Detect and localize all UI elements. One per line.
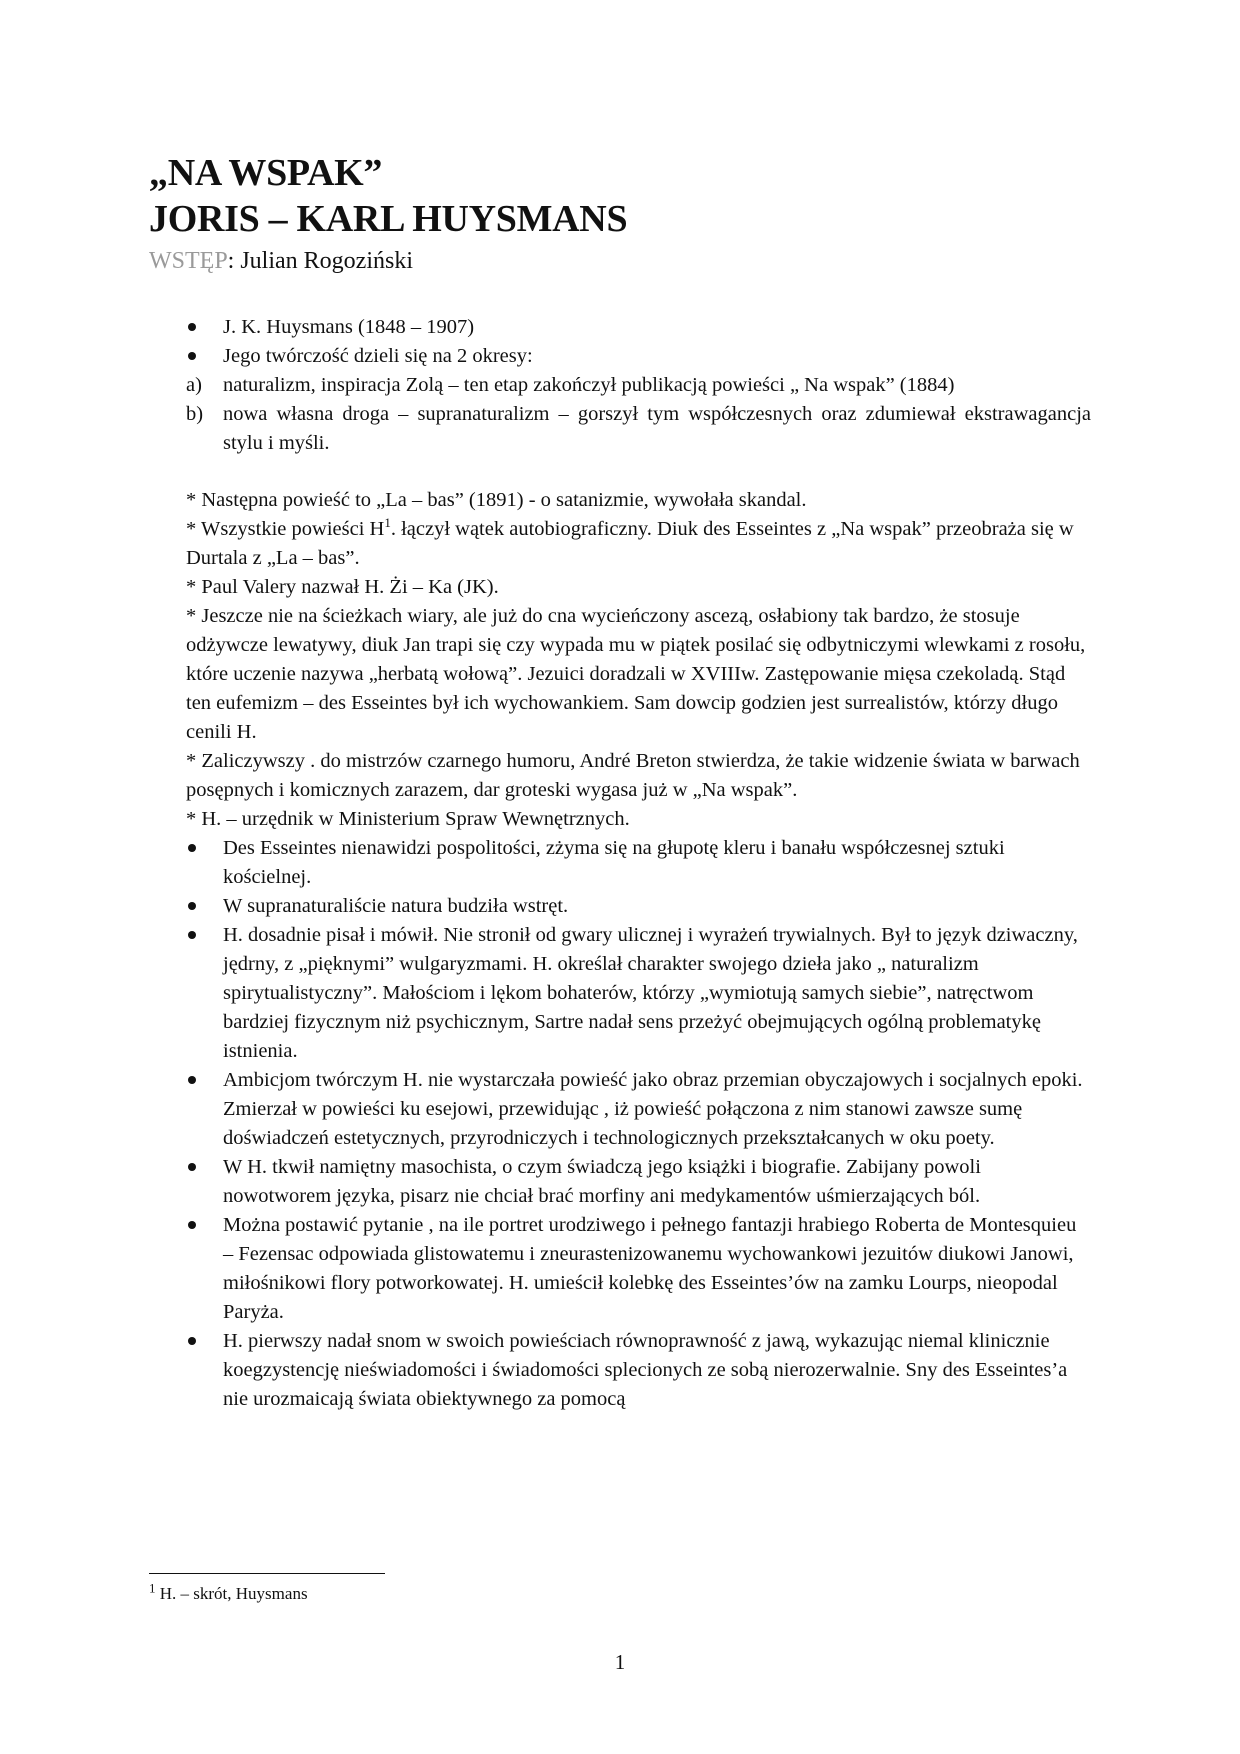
note-paragraph: * H. – urzędnik w Ministerium Spraw Wewnętrznych. — [186, 808, 630, 830]
intro-author: : Julian Rogoziński — [227, 248, 414, 274]
list-item-text: Jego twórczość dzieli się na 2 okresy: — [223, 345, 533, 367]
bullet-icon — [186, 1211, 196, 1240]
footnote — [149, 1580, 308, 1605]
list-item — [186, 1211, 1091, 1327]
note-paragraph: * Paul Valery nazwał H. Żi – Ka (JK). — [186, 576, 499, 598]
list-item — [186, 342, 1091, 371]
list-item — [186, 371, 1091, 400]
list-item — [186, 1153, 1091, 1211]
document-title — [149, 150, 627, 242]
page-number: 1 — [614, 1650, 626, 1674]
footnote-reference[interactable]: 1 — [384, 515, 391, 531]
list-marker: b) — [186, 403, 204, 425]
bullet-icon — [186, 892, 196, 921]
footnote-text: H. – skrót, Huysmans — [155, 1584, 308, 1603]
list-item — [186, 1066, 1091, 1153]
list-item — [186, 1327, 1091, 1414]
bullet-icon — [186, 921, 196, 950]
list-item-text: Można postawić pytanie , na ile portret urodziwego i pełnego fantazji hrabiego Roberta de Montesquieu – Fezensac odpowiada glistowatemu i zneurastenizowanemu wychowankowi jezuitów diukowi Janowi, miłośnikowi flory potworkowatej. H. umieścił kolebkę des Esseintes’ów na zamku Lourps, nieopodal Paryża. — [223, 1214, 1077, 1323]
list-item-text: H. dosadnie pisał i mówił. Nie stronił od gwary ulicznej i wyrażeń trywialnych. Był to język dziwaczny, jędrny, z „pięknymi” wulgaryzmami. H. określał charakter swojego dzieła jako „ naturalizm spirytualistyczny”. Małościom i lękom bohaterów, którzy „wymiotują samych siebie”, natręctwom bardziej fizycznym niż psychicznym, Sartre nadał sens przeżyć obejmujących ogólną problematykę istnienia. — [223, 924, 1078, 1062]
list-item-text: Des Esseintes nienawidzi pospolitości, zżyma się na głupotę kleru i banału współczesnej sztuki kościelnej. — [223, 837, 1005, 888]
intro-label: WSTĘP — [149, 248, 228, 274]
bullet-icon — [186, 342, 196, 371]
bullet-icon — [186, 1153, 196, 1182]
list-item-text: Ambicjom twórczym H. nie wystarczała powieść jako obraz przemian obyczajowych i socjalnych epoki. Zmierzał w powieści ku esejowi, przewidując , iż powieść połączona z nim stanowi zawsze sumę doświadczeń estetycznych, przyrodniczych i technologicznych przekształcanych w oku poety. — [223, 1069, 1083, 1149]
list-item-text: W supranaturaliście natura budziła wstręt. — [223, 895, 569, 917]
list-item — [186, 892, 1091, 921]
bullet-icon — [186, 1327, 196, 1356]
bullet-icon — [186, 834, 196, 863]
note-paragraph: * Następna powieść to „La – bas” (1891) - o satanizmie, wywołała skandal. — [186, 489, 807, 511]
footnote-separator — [149, 1573, 385, 1574]
list-item-text: W H. tkwił namiętny masochista, o czym świadczą jego książki i biografie. Zabijany powoli nowotworem języka, pisarz nie chciał brać morfiny ani medykamentów uśmierzających ból. — [223, 1156, 981, 1207]
spacer — [186, 458, 1091, 486]
list-item-text: nowa własna droga – supranaturalizm – gorszył tym współczesnych oraz zdumiewał ekstrawagancja stylu i myśli. — [223, 403, 1091, 454]
title-line-2: JORIS – KARL HUYSMANS — [149, 198, 628, 240]
list-item-text: H. pierwszy nadał snom w swoich powieściach równoprawność z jawą, wykazując niemal klinicznie koegzystencję nieświadomości i świadomości splecionych ze sobą nierozerwalnie. Sny des Esseintes’a nie urozmaicają świata obiektywnego za pomocą — [223, 1330, 1068, 1410]
list-item-text: naturalizm, inspiracja Zolą – ten etap zakończył publikacją powieści „ Na wspak” (1884) — [223, 374, 955, 396]
bullet-icon — [186, 1066, 196, 1095]
note-paragraph — [186, 515, 1091, 573]
note-text: * Wszystkie powieści H — [186, 518, 385, 540]
title-line-1: „NA WSPAK” — [149, 152, 383, 194]
intro-line — [149, 246, 413, 276]
note-text: . łączył wątek autobiograficzny. Diuk des Esseintes z „Na wspak” przeobraża się w Durtala z „La – bas”. — [186, 518, 1074, 569]
list-item — [186, 313, 1091, 342]
note-paragraph: * Jeszcze nie na ścieżkach wiary, ale już do cna wycieńczony ascezą, osłabiony tak bardzo, że stosuje odżywcze lewatywy, diuk Jan trapi się czy wypada mu w piątek posilać się odbytniczymi wlewkami z rosołu, które uczenie nazywa „herbatą wołową”. Jezuici doradzali w XVIIIw. Zastępowanie mięsa czekoladą. Stąd ten eufemizm – des Esseintes był ich wychowankiem. Sam dowcip godzien jest surrealistów, którzy długo cenili H. — [186, 605, 1086, 743]
note-paragraph: * Zaliczywszy . do mistrzów czarnego humoru, André Breton stwierdza, że takie widzenie świata w barwach posępnych i komicznych zarazem, dar groteski wygasa już w „Na wspak”. — [186, 750, 1080, 801]
list-item — [186, 834, 1091, 892]
list-item-text: J. K. Huysmans (1848 – 1907) — [223, 316, 475, 338]
list-item — [186, 921, 1091, 1066]
list-item — [186, 400, 1091, 458]
footnote-marker: 1 — [149, 1580, 156, 1596]
list-marker: a) — [186, 374, 202, 396]
document-body — [186, 313, 1091, 1414]
bullet-icon — [186, 313, 196, 342]
